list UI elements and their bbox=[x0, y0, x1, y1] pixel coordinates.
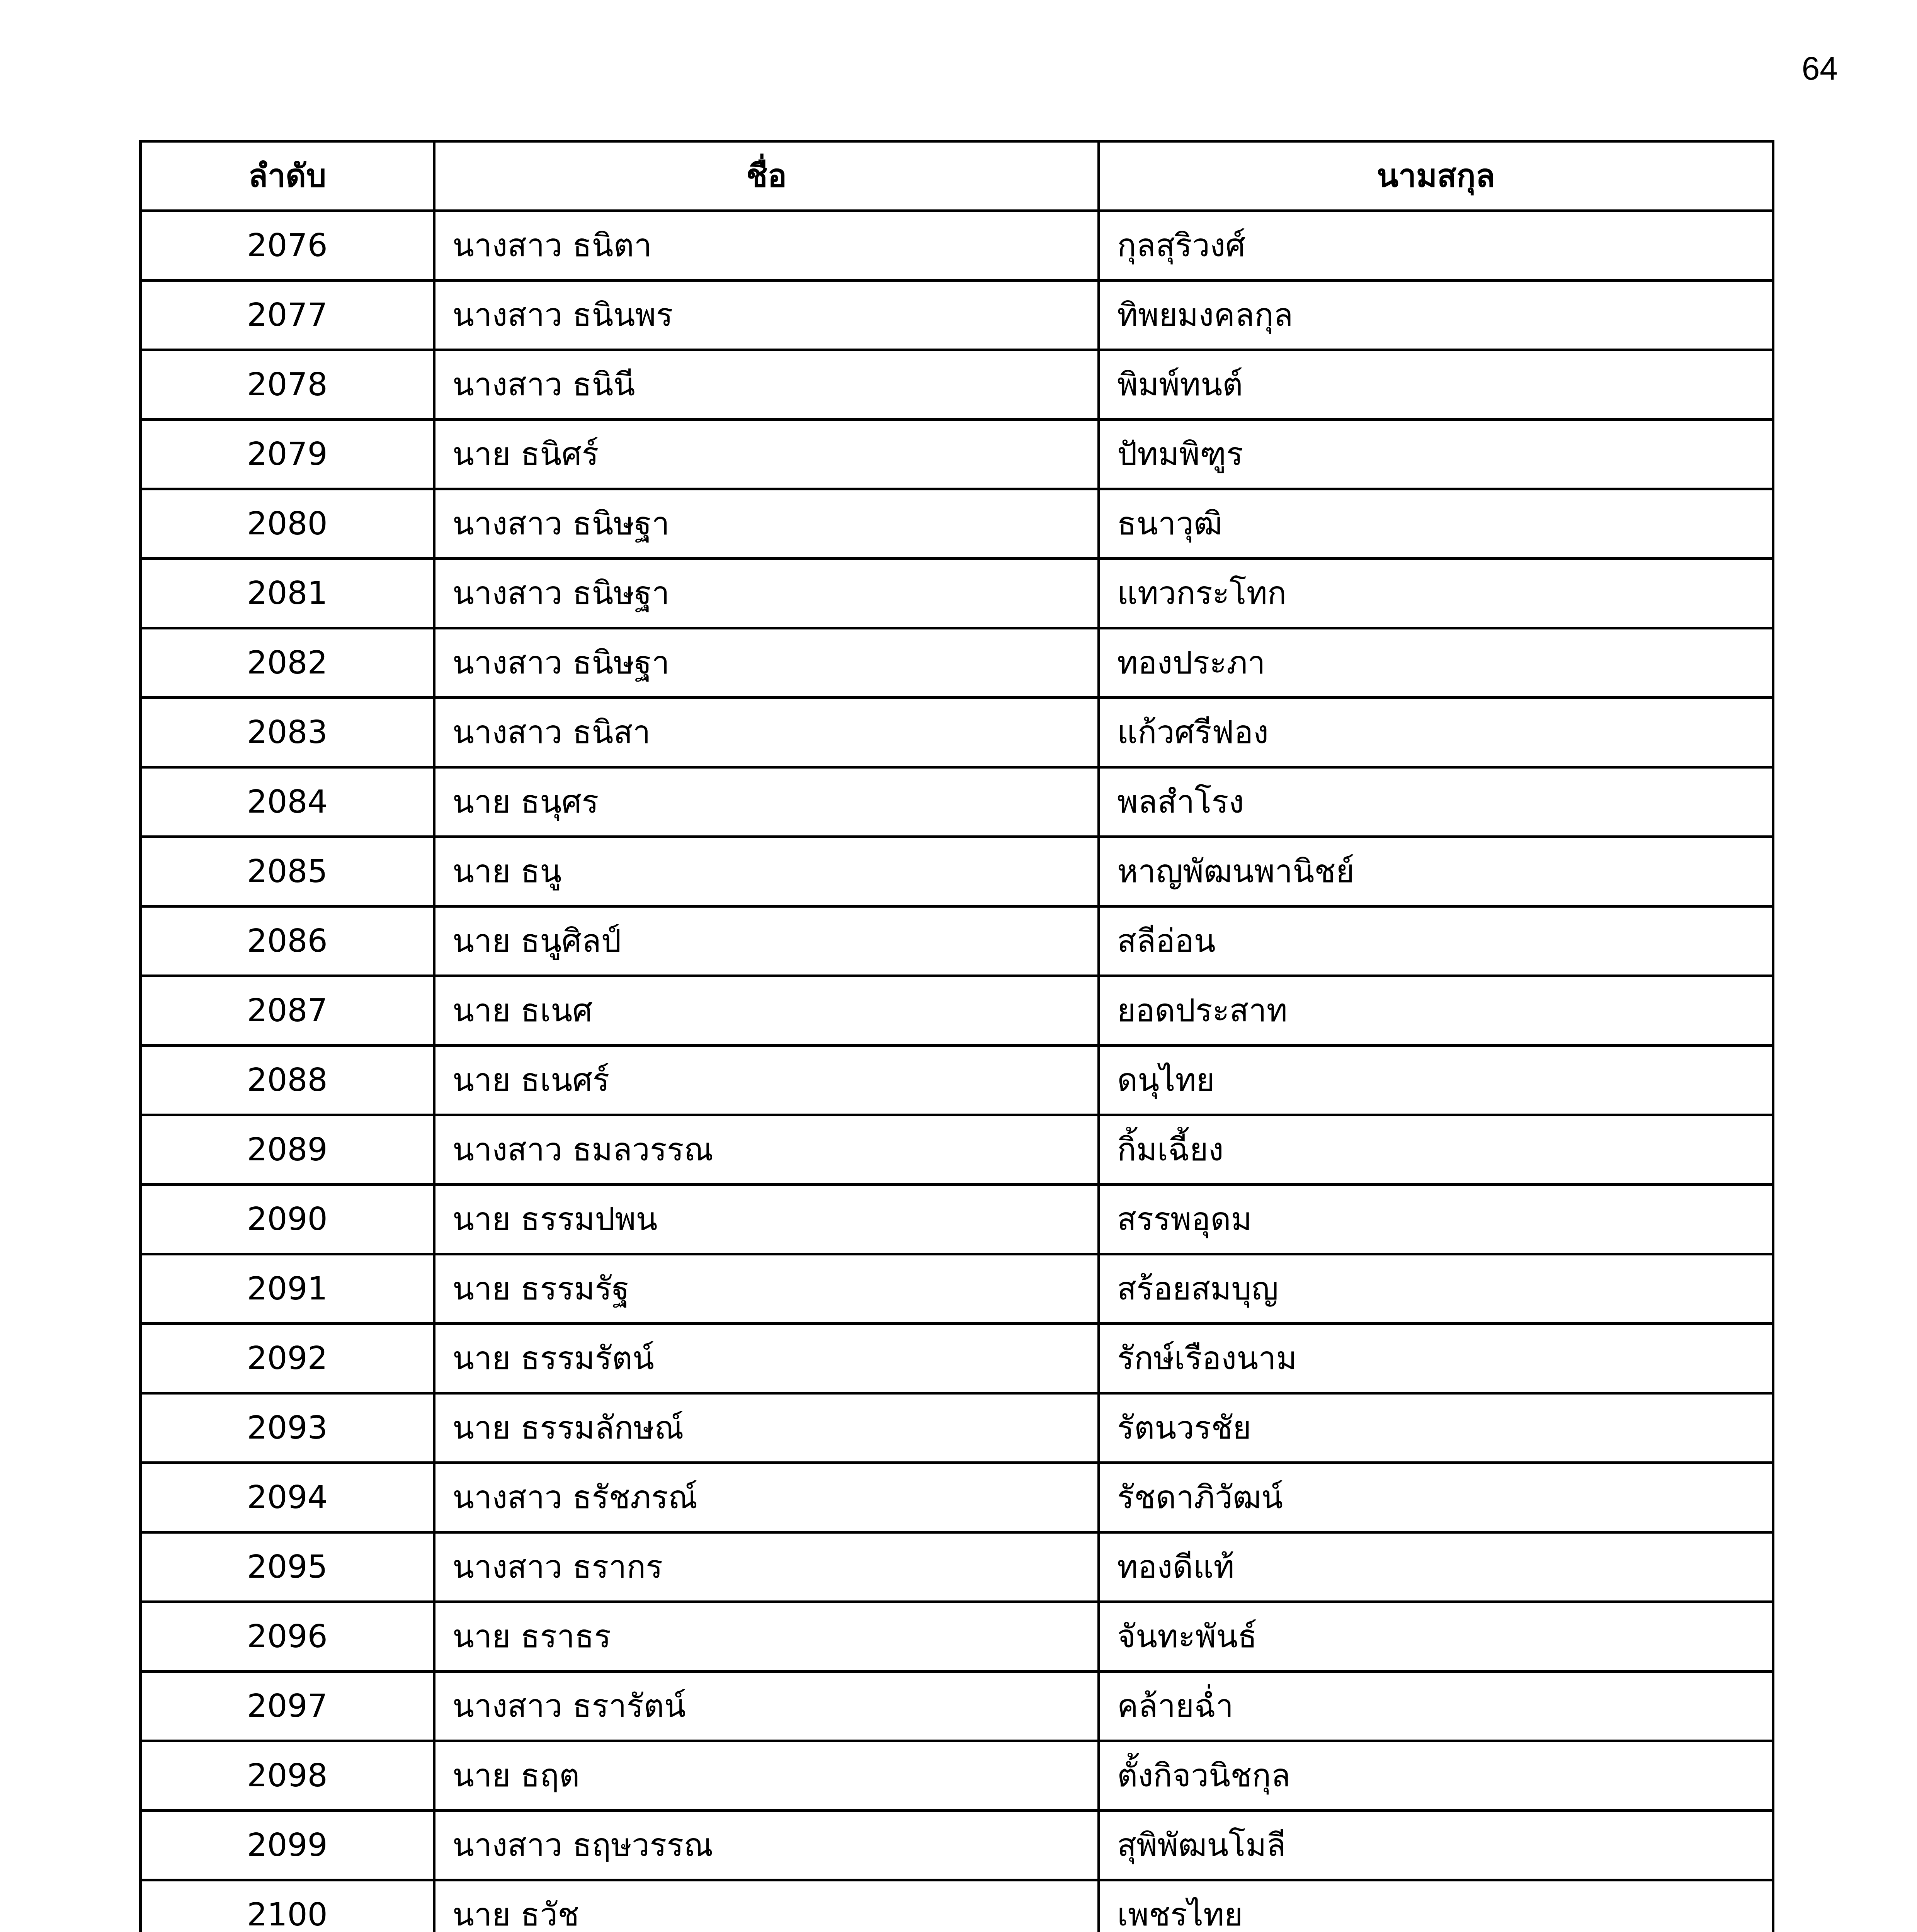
row-name-cell: นาย ธราธร bbox=[434, 1602, 1099, 1672]
row-surname-cell: ทองดีแท้ bbox=[1099, 1532, 1773, 1602]
table-row bbox=[141, 1811, 1773, 1880]
row-surname-cell: จันทะพันธ์ bbox=[1099, 1602, 1773, 1672]
row-name-cell: นาย ธรรมรัตน์ bbox=[434, 1324, 1099, 1393]
row-number-cell: 2100 bbox=[141, 1880, 434, 1932]
row-surname-cell: ปัทมพิฑูร bbox=[1099, 420, 1773, 489]
row-name-cell: นางสาว ธรารัตน์ bbox=[434, 1672, 1099, 1741]
row-name-cell: นาย ธฤต bbox=[434, 1741, 1099, 1811]
row-name-cell: นางสาว ธรัชภรณ์ bbox=[434, 1463, 1099, 1532]
row-name-cell: นางสาว ธรากร bbox=[434, 1532, 1099, 1602]
row-number-cell: 2077 bbox=[141, 281, 434, 350]
row-surname-cell: ตั้งกิจวนิชกุล bbox=[1099, 1741, 1773, 1811]
table-row bbox=[141, 1463, 1773, 1532]
row-surname-cell: ดนุไทย bbox=[1099, 1046, 1773, 1115]
row-name-cell: นางสาว ธนิสา bbox=[434, 698, 1099, 767]
table-row bbox=[141, 559, 1773, 628]
row-name-cell: นาย ธเนศ bbox=[434, 976, 1099, 1046]
row-name-cell: นาย ธรรมรัฐ bbox=[434, 1254, 1099, 1324]
row-number-cell: 2076 bbox=[141, 211, 434, 281]
table-row bbox=[141, 976, 1773, 1046]
row-name-cell: นางสาว ธนินี bbox=[434, 350, 1099, 420]
row-number-cell: 2088 bbox=[141, 1046, 434, 1115]
row-number-cell: 2094 bbox=[141, 1463, 434, 1532]
row-number-cell: 2098 bbox=[141, 1741, 434, 1811]
table-row bbox=[141, 1046, 1773, 1115]
table-row bbox=[141, 1532, 1773, 1602]
row-name-cell: นาย ธเนศร์ bbox=[434, 1046, 1099, 1115]
roster-table bbox=[139, 140, 1774, 1932]
row-name-cell: นางสาว ธนินพร bbox=[434, 281, 1099, 350]
row-number-cell: 2083 bbox=[141, 698, 434, 767]
header-row bbox=[141, 141, 1773, 211]
table-row bbox=[141, 489, 1773, 559]
row-number-cell: 2085 bbox=[141, 837, 434, 906]
row-surname-cell: กิ้มเฉี้ยง bbox=[1099, 1115, 1773, 1185]
table-row bbox=[141, 628, 1773, 698]
row-surname-cell: รัตนวรชัย bbox=[1099, 1393, 1773, 1463]
table-body bbox=[141, 211, 1773, 1932]
row-name-cell: นาย ธนู bbox=[434, 837, 1099, 906]
table-row bbox=[141, 1185, 1773, 1254]
row-surname-cell: รักษ์เรืองนาม bbox=[1099, 1324, 1773, 1393]
table-row bbox=[141, 767, 1773, 837]
row-name-cell: นาย ธนิศร์ bbox=[434, 420, 1099, 489]
row-surname-cell: แก้วศรีฟอง bbox=[1099, 698, 1773, 767]
row-number-cell: 2082 bbox=[141, 628, 434, 698]
row-number-cell: 2086 bbox=[141, 906, 434, 976]
row-surname-cell: พลสำโรง bbox=[1099, 767, 1773, 837]
header-name: ชื่อ bbox=[434, 141, 1099, 211]
row-name-cell: นาย ธวัช bbox=[434, 1880, 1099, 1932]
row-number-cell: 2078 bbox=[141, 350, 434, 420]
row-number-cell: 2096 bbox=[141, 1602, 434, 1672]
row-number-cell: 2091 bbox=[141, 1254, 434, 1324]
table-row bbox=[141, 1602, 1773, 1672]
row-surname-cell: ทิพยมงคลกุล bbox=[1099, 281, 1773, 350]
row-surname-cell: คล้ายฉ่ำ bbox=[1099, 1672, 1773, 1741]
table-row bbox=[141, 837, 1773, 906]
table-row bbox=[141, 420, 1773, 489]
row-surname-cell: สรรพอุดม bbox=[1099, 1185, 1773, 1254]
row-name-cell: นางสาว ธนิษฐา bbox=[434, 489, 1099, 559]
row-surname-cell: สุพิพัฒนโมลี bbox=[1099, 1811, 1773, 1880]
row-surname-cell: พิมพ์ทนต์ bbox=[1099, 350, 1773, 420]
row-name-cell: นาย ธนุศร bbox=[434, 767, 1099, 837]
row-name-cell: นางสาว ธนิษฐา bbox=[434, 628, 1099, 698]
table-row bbox=[141, 698, 1773, 767]
row-surname-cell: หาญพัฒนพานิชย์ bbox=[1099, 837, 1773, 906]
table-row bbox=[141, 1672, 1773, 1741]
row-name-cell: นางสาว ธฤษวรรณ bbox=[434, 1811, 1099, 1880]
table-row bbox=[141, 350, 1773, 420]
row-surname-cell: แทวกระโทก bbox=[1099, 559, 1773, 628]
row-number-cell: 2079 bbox=[141, 420, 434, 489]
header-no: ลำดับ bbox=[141, 141, 434, 211]
row-number-cell: 2097 bbox=[141, 1672, 434, 1741]
row-name-cell: นางสาว ธนิษฐา bbox=[434, 559, 1099, 628]
row-number-cell: 2080 bbox=[141, 489, 434, 559]
row-surname-cell: เพชรไทย bbox=[1099, 1880, 1773, 1932]
row-surname-cell: ยอดประสาท bbox=[1099, 976, 1773, 1046]
row-number-cell: 2087 bbox=[141, 976, 434, 1046]
row-name-cell: นางสาว ธมลวรรณ bbox=[434, 1115, 1099, 1185]
row-name-cell: นาย ธรรมปพน bbox=[434, 1185, 1099, 1254]
table-row bbox=[141, 1115, 1773, 1185]
row-number-cell: 2089 bbox=[141, 1115, 434, 1185]
row-number-cell: 2090 bbox=[141, 1185, 434, 1254]
table-row bbox=[141, 906, 1773, 976]
row-number-cell: 2099 bbox=[141, 1811, 434, 1880]
row-name-cell: นางสาว ธนิตา bbox=[434, 211, 1099, 281]
row-number-cell: 2095 bbox=[141, 1532, 434, 1602]
row-surname-cell: กุลสุริวงศ์ bbox=[1099, 211, 1773, 281]
row-surname-cell: สลีอ่อน bbox=[1099, 906, 1773, 976]
row-surname-cell: ธนาวุฒิ bbox=[1099, 489, 1773, 559]
header-surname: นามสกุล bbox=[1099, 141, 1773, 211]
row-surname-cell: รัชดาภิวัฒน์ bbox=[1099, 1463, 1773, 1532]
table-row bbox=[141, 1393, 1773, 1463]
row-name-cell: นาย ธนูศิลป์ bbox=[434, 906, 1099, 976]
row-number-cell: 2084 bbox=[141, 767, 434, 837]
table-header bbox=[141, 141, 1773, 211]
row-number-cell: 2093 bbox=[141, 1393, 434, 1463]
table-row bbox=[141, 281, 1773, 350]
table-row bbox=[141, 211, 1773, 281]
row-name-cell: นาย ธรรมลักษณ์ bbox=[434, 1393, 1099, 1463]
table-row bbox=[141, 1324, 1773, 1393]
row-number-cell: 2092 bbox=[141, 1324, 434, 1393]
row-number-cell: 2081 bbox=[141, 559, 434, 628]
row-surname-cell: ทองประภา bbox=[1099, 628, 1773, 698]
row-surname-cell: สร้อยสมบุญ bbox=[1099, 1254, 1773, 1324]
page-number: 64 bbox=[1801, 50, 1838, 87]
table-row bbox=[141, 1254, 1773, 1324]
table-row bbox=[141, 1880, 1773, 1932]
table-row bbox=[141, 1741, 1773, 1811]
